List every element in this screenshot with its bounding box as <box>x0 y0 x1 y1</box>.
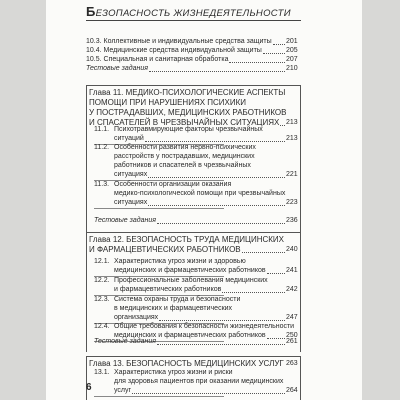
chapter-11-title-line: ПОМОЩИ ПРИ НАРУШЕНИЯХ ПСИХИКИ <box>89 98 247 107</box>
chapter-box-top <box>86 85 300 86</box>
chapter-box-left <box>86 232 87 352</box>
chapter-12-test-label: Тестовые задания <box>94 338 156 345</box>
chapter-11-test-page: 236 <box>286 217 298 224</box>
leader-dots <box>159 320 285 321</box>
chapter-box-left <box>86 85 87 232</box>
toc-entry-label: Тестовые задания <box>86 65 148 72</box>
chapter-11-title-line: У ПОСТРАДАВШИХ, МЕДИЦИНСКИХ РАБОТНИКОВ <box>89 108 287 117</box>
chapter-11-item-page: 213 <box>286 135 298 142</box>
chapter-11-item-page: 223 <box>286 199 298 206</box>
leader-dots <box>148 177 285 178</box>
chapter-12-item-number: 12.3. <box>94 296 110 303</box>
chapter-12-item-text: Система охраны труда и безопасности <box>114 296 241 303</box>
chapter-12-item-text: в медицинских и фармацевтических <box>114 305 233 312</box>
chapter-11-item-number: 11.1. <box>94 126 110 133</box>
leader-dots <box>273 44 285 45</box>
header-text: ЕЗОПАСНОСТЬ ЖИЗНЕДЕЯТЕЛЬНОСТИ <box>95 8 291 19</box>
leader-dots <box>148 205 285 206</box>
chapter-11-item-text: Психотравмирующие факторы чрезвычайных <box>114 126 263 133</box>
header-rule <box>86 20 301 21</box>
chapter-12-test-page: 261 <box>286 338 298 345</box>
chapter-11-item-number: 11.3. <box>94 181 110 188</box>
chapter-12-item-number: 12.4. <box>94 323 110 330</box>
chapter-box-right <box>300 85 301 232</box>
chapter-11-item-text: ситуациях <box>114 199 148 206</box>
toc-entry-label: 10.3. Коллективные и индивидуальные средства защиты <box>86 38 272 45</box>
chapter-12-title-line: И ФАРМАЦЕВТИЧЕСКИХ РАБОТНИКОВ <box>89 245 241 254</box>
chapter-13-title-line: Глава 13. БЕЗОПАСНОСТЬ МЕДИЦИНСКИХ УСЛУГ <box>89 359 284 368</box>
chapter-12-item-text: Общие требования к безопасности жизнедеятельности <box>114 323 295 330</box>
page-number: 6 <box>86 382 92 393</box>
chapter-12-item-text: медицинских и фармацевтических работников <box>114 267 266 274</box>
toc-entry-page: 207 <box>286 56 298 63</box>
chapter-box-top <box>86 232 300 233</box>
leader-dots <box>132 393 285 394</box>
chapter-13-item-text: Характеристика угроз жизни и риски <box>114 369 233 376</box>
chapter-12-item-page: 250 <box>286 332 298 339</box>
chapter-11-item-text: Особенности развития нервно-психических <box>114 144 256 151</box>
chapter-box-right <box>300 232 301 352</box>
chapter-13-item-page: 264 <box>286 387 298 394</box>
chapter-12-item-page: 247 <box>286 314 298 321</box>
chapter-11-page: 213 <box>286 119 298 126</box>
leader-dots <box>267 273 285 274</box>
chapter-11-item-text: ситуациях <box>114 171 148 178</box>
chapter-12-item-text: медицинских и фармацевтических работников <box>114 332 266 339</box>
toc-entry-label: 10.5. Специальная и санитарная обработка <box>86 56 229 63</box>
chapter-box-left <box>86 356 87 400</box>
chapter-11-item-page: 221 <box>286 171 298 178</box>
toc-entry-page: 201 <box>286 38 298 45</box>
chapter-13-item-number: 13.1. <box>94 369 110 376</box>
toc-entry-label: 10.4. Медицинские средства индивидуальной защиты <box>86 47 262 54</box>
chapter-12-item-number: 12.1. <box>94 258 110 265</box>
chapter-box-right <box>300 356 301 400</box>
leader-dots <box>157 344 285 345</box>
chapter-12-item-page: 242 <box>286 286 298 293</box>
chapter-13-item-text: для здоровья пациентов при оказании медицинских <box>114 378 284 385</box>
chapter-12-item-page: 241 <box>286 267 298 274</box>
leader-dots <box>145 141 285 142</box>
toc-entry-page: 210 <box>286 65 298 72</box>
chapter-13-item-text: услуг <box>114 387 132 394</box>
chapter-box-top <box>86 356 300 357</box>
chapter-12-item-text: организациях <box>114 314 159 321</box>
leader-dots <box>222 292 285 293</box>
header-initial: Б <box>86 4 96 19</box>
leader-dots <box>280 125 285 126</box>
chapter-11-item-text: расстройств у пострадавших, медицинских <box>114 153 255 160</box>
chapter-11-item-text: медико-психологической помощи при чрезвычайных <box>114 190 286 197</box>
chapter-12-page: 240 <box>286 246 298 253</box>
leader-dots <box>229 62 285 63</box>
running-header <box>86 4 291 19</box>
item-separator <box>94 208 224 209</box>
chapter-12-item-text: и фармацевтических работников <box>114 286 222 293</box>
chapter-12-item-text: Профессиональные заболевания медицинских <box>114 277 268 284</box>
toc-entry-page: 205 <box>286 47 298 54</box>
chapter-12-item-text: Характеристика угроз жизни и здоровью <box>114 258 246 265</box>
chapter-13-page: 263 <box>286 360 298 367</box>
chapter-11-item-text: работников и спасателей в чрезвычайных <box>114 162 251 169</box>
leader-dots <box>149 71 285 72</box>
chapter-11-title-line: И СПАСАТЕЛЕЙ В ЧРЕЗВЫЧАЙНЫХ СИТУАЦИЯХ <box>89 118 280 127</box>
leader-dots <box>242 252 285 253</box>
item-separator <box>94 396 224 397</box>
chapter-12-title-line: Глава 12. БЕЗОПАСНОСТЬ ТРУДА МЕДИЦИНСКИХ <box>89 235 284 244</box>
leader-dots <box>263 53 285 54</box>
leader-dots <box>157 223 285 224</box>
chapter-11-title-line: Глава 11. МЕДИКО-ПСИХОЛОГИЧЕСКИЕ АСПЕКТЫ <box>89 88 286 97</box>
chapter-11-test-label: Тестовые задания <box>94 217 156 224</box>
chapter-11-item-number: 11.2. <box>94 144 110 151</box>
chapter-12-item-number: 12.2. <box>94 277 110 284</box>
leader-dots <box>267 338 285 339</box>
chapter-11-item-text: ситуаций <box>114 135 144 142</box>
chapter-11-item-text: Особенности организации оказания <box>114 181 232 188</box>
